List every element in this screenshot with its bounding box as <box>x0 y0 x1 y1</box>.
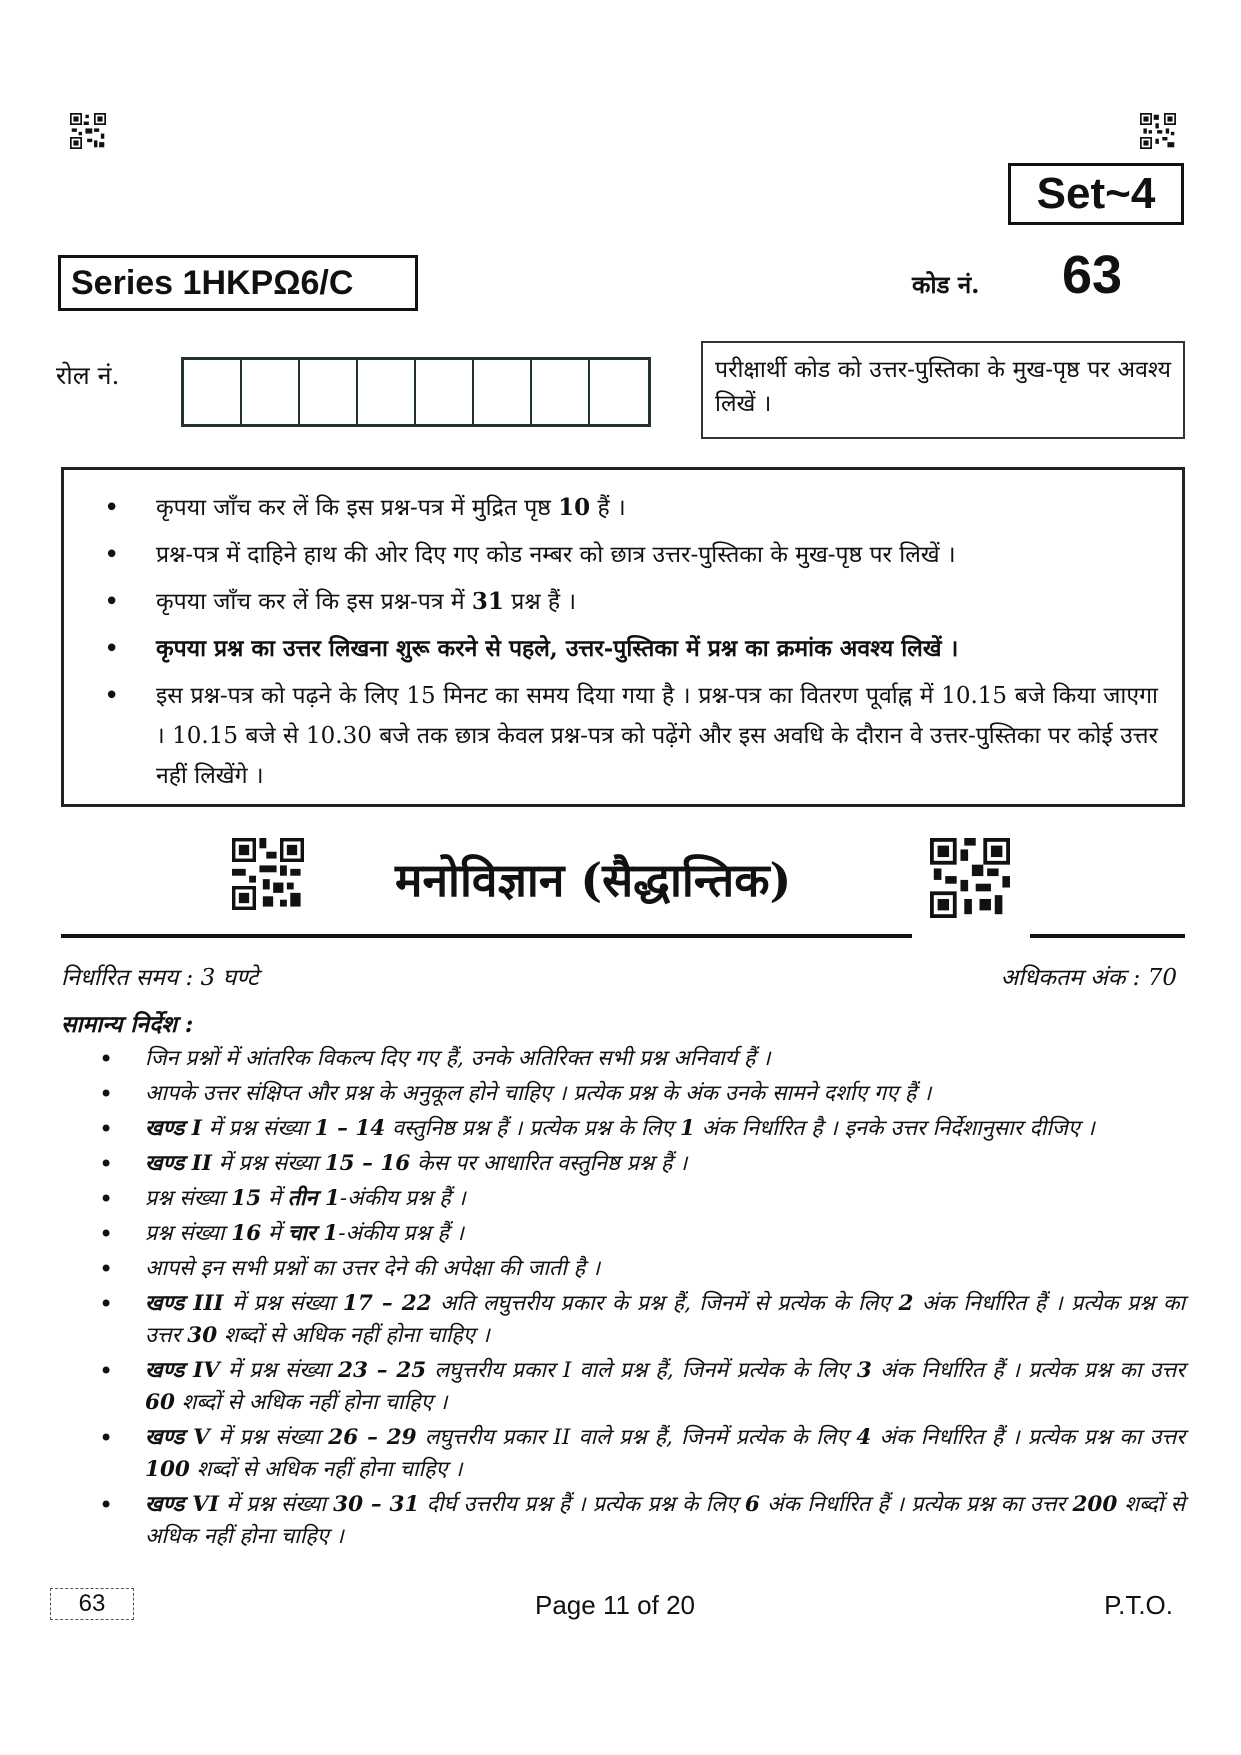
emphasis-text: 4 <box>856 1425 872 1450</box>
emphasis-text: तीन 1 <box>287 1186 340 1211</box>
roll-number-digit-box[interactable] <box>590 360 648 424</box>
general-instruction-item <box>61 1183 1185 1215</box>
instruction-text: वस्तुनिष्ठ प्रश्न हैं । प्रत्येक प्रश्न के लिए <box>385 1116 680 1141</box>
instruction-text: लघुत्तरीय प्रकार II वाले प्रश्न हैं, जिनमें प्रत्येक के लिए <box>416 1425 857 1450</box>
instruction-text: में प्रश्न संख्या <box>219 1358 339 1383</box>
general-instruction-item <box>61 1113 1185 1145</box>
instruction-text: दीर्घ उत्तरीय प्रश्न हैं । प्रत्येक प्रश्न के लिए <box>419 1492 745 1517</box>
instruction-text: शब्दों से अधिक नहीं होना चाहिए । <box>217 1323 490 1348</box>
instructions-box <box>61 467 1185 807</box>
bullet-icon: • <box>104 681 120 711</box>
instruction-text: प्रश्न संख्या <box>145 1186 232 1211</box>
qr-code-icon <box>70 113 106 149</box>
emphasis-text: 6 <box>744 1492 760 1517</box>
instruction-text: शब्दों से अधिक नहीं होना चाहिए । <box>145 1492 1186 1549</box>
instruction-text: अंक निर्धारित हैं । प्रत्येक प्रश्न का उत्तर <box>759 1492 1073 1517</box>
instruction-item <box>104 488 1158 528</box>
instruction-text: शब्दों से अधिक नहीं होना चाहिए । <box>174 1390 448 1415</box>
emphasis-text: खण्ड II <box>145 1151 212 1176</box>
instruction-text: लघुत्तरीय प्रकार I वाले प्रश्न हैं, जिनमें प्रत्येक के लिए <box>426 1358 857 1383</box>
instruction-text: अंक निर्धारित हैं । प्रत्येक प्रश्न का उत्तर <box>145 1291 1186 1348</box>
emphasis-text: खण्ड III <box>145 1291 224 1316</box>
instruction-text: में प्रश्न संख्या <box>211 1151 325 1176</box>
bullet-icon: • <box>99 1150 114 1178</box>
bullet-icon: • <box>99 1255 114 1283</box>
qr-code-icon <box>1140 113 1176 149</box>
roll-number-digit-box[interactable] <box>184 360 242 424</box>
maximum-marks: अधिकतम अंक : 70 <box>1000 965 1177 991</box>
code-value: 63 <box>1062 245 1123 305</box>
time-allowed: निर्धारित समय : 3 घण्टे <box>61 965 259 991</box>
emphasis-text: 17 – 22 <box>342 1291 432 1316</box>
emphasis-text: खण्ड I <box>145 1116 202 1141</box>
bullet-icon: • <box>99 1045 114 1073</box>
emphasis-text: 10 <box>558 494 591 521</box>
emphasis-text: खण्ड VI <box>145 1492 219 1517</box>
subject-title: मनोविज्ञान (सैद्धान्तिक) <box>395 853 792 907</box>
emphasis-text: 3 <box>856 1358 872 1383</box>
pto-label: P.T.O. <box>1104 1590 1173 1620</box>
emphasis-text: खण्ड V <box>145 1425 210 1450</box>
emphasis-text: 31 <box>471 588 504 615</box>
page-number: Page 11 of 20 <box>535 1590 695 1620</box>
general-instruction-item <box>61 1043 1185 1075</box>
instruction-text: में <box>261 1186 288 1211</box>
general-instruction-item <box>61 1422 1185 1486</box>
bullet-icon: • <box>99 1357 114 1385</box>
instruction-text: प्रश्न-पत्र में दाहिने हाथ की ओर दिए गए कोड नम्बर को छात्र उत्तर-पुस्तिका के मुख-पृष्ठ पर लिखें । <box>156 542 956 568</box>
instruction-text: में प्रश्न संख्या <box>209 1425 329 1450</box>
instruction-text: कृपया जाँच कर लें कि इस प्रश्न-पत्र में <box>156 589 472 615</box>
set-label: Set~4 <box>1008 163 1184 225</box>
instruction-text: हैं । <box>590 495 626 521</box>
candidate-note: परीक्षार्थी कोड को उत्तर-पुस्तिका के मुख-पृष्ठ पर अवश्य लिखें । <box>701 341 1185 439</box>
instruction-text: में <box>261 1221 288 1246</box>
emphasis-text: कृपया प्रश्न का उत्तर लिखना शुरू करने से पहले, उत्तर-पुस्तिका में प्रश्न का क्रमांक अवश्य लिखें । <box>156 635 959 662</box>
qr-code-icon <box>232 838 304 910</box>
emphasis-text: 100 <box>145 1457 190 1482</box>
general-instruction-item <box>61 1218 1185 1250</box>
emphasis-text: 26 – 29 <box>328 1425 417 1450</box>
instruction-text: कृपया जाँच कर लें कि इस प्रश्न-पत्र में मुद्रित पृष्ठ <box>156 495 559 521</box>
instruction-text: प्रश्न हैं । <box>503 589 577 615</box>
series-label: Series 1HKPΩ6/C <box>58 255 418 311</box>
instruction-text: इस प्रश्न-पत्र को पढ़ने के लिए 15 मिनट का समय दिया गया है । प्रश्न-पत्र का वितरण पूर्वाह्न में 10.15 बजे किया जाएगा । 10.15 बजे से 10.30 बजे तक छात्र केवल प्रश्न-पत्र को पढ़ेंगे और इस अवधि के दौरान वे उत्तर-पुस्तिका पर कोई उत्तर नहीं लिखेंगे । <box>156 683 1158 789</box>
roll-number-digit-box[interactable] <box>300 360 358 424</box>
emphasis-text: 200 <box>1072 1492 1118 1517</box>
emphasis-text: चार 1 <box>287 1221 339 1246</box>
bullet-icon: • <box>104 587 120 617</box>
general-instruction-item <box>61 1288 1185 1352</box>
instruction-text: आपसे इन सभी प्रश्नों का उत्तर देने की अपेक्षा की जाती है । <box>145 1256 600 1281</box>
instruction-item <box>104 535 1158 575</box>
instruction-text: आपके उत्तर संक्षिप्त और प्रश्न के अनुकूल होने चाहिए । प्रत्येक प्रश्न के अंक उनके सामने दर्शाए गए हैं । <box>145 1081 932 1106</box>
bullet-icon: • <box>104 493 120 523</box>
bullet-icon: • <box>104 634 120 664</box>
instruction-text: अंक निर्धारित हैं । प्रत्येक प्रश्न का उत्तर <box>871 1425 1186 1450</box>
general-instruction-item <box>61 1148 1185 1180</box>
bullet-icon: • <box>104 540 120 570</box>
instruction-text: -अंकीय प्रश्न हैं । <box>338 1221 464 1246</box>
roll-number-boxes <box>181 357 651 427</box>
instruction-text: में प्रश्न संख्या <box>223 1291 343 1316</box>
instruction-text: अंक निर्धारित है । इनके उत्तर निर्देशानुसार दीजिए । <box>694 1116 1095 1141</box>
instruction-item <box>104 582 1158 622</box>
title-underline-gap <box>912 932 1030 940</box>
general-instructions-heading: सामान्य निर्देश : <box>61 1011 194 1038</box>
instruction-text: -अंकीय प्रश्न हैं । <box>339 1186 466 1211</box>
code-label: कोड नं. <box>912 270 980 299</box>
emphasis-text: 2 <box>898 1291 914 1316</box>
emphasis-text: 60 <box>145 1390 175 1415</box>
bullet-icon: • <box>99 1290 114 1318</box>
general-instruction-item <box>61 1253 1185 1285</box>
bullet-icon: • <box>99 1424 114 1452</box>
instruction-text: प्रश्न संख्या <box>145 1221 232 1246</box>
roll-number-digit-box[interactable] <box>358 360 416 424</box>
general-instruction-item <box>61 1489 1185 1553</box>
roll-number-digit-box[interactable] <box>474 360 532 424</box>
instruction-text: जिन प्रश्नों में आंतरिक विकल्प दिए गए हैं, उनके अतिरिक्त सभी प्रश्न अनिवार्य हैं । <box>145 1046 771 1071</box>
emphasis-text: 1 – 14 <box>314 1116 386 1141</box>
emphasis-text: 15 – 16 <box>324 1151 411 1176</box>
instruction-text: शब्दों से अधिक नहीं होना चाहिए । <box>189 1457 463 1482</box>
instructions-list <box>104 488 1158 796</box>
general-instructions-list <box>61 1043 1185 1556</box>
emphasis-text: 16 <box>231 1221 262 1246</box>
bullet-icon: • <box>99 1080 114 1108</box>
instruction-text: अति लघुत्तरीय प्रकार के प्रश्न हैं, जिनमें से प्रत्येक के लिए <box>431 1291 899 1316</box>
bullet-icon: • <box>99 1185 114 1213</box>
roll-number-digit-box[interactable] <box>242 360 300 424</box>
emphasis-text: 30 – 31 <box>333 1492 420 1517</box>
general-instruction-item <box>61 1078 1185 1110</box>
bullet-icon: • <box>99 1491 114 1519</box>
bullet-icon: • <box>99 1220 114 1248</box>
emphasis-text: 23 – 25 <box>338 1358 427 1383</box>
emphasis-text: 15 <box>231 1186 262 1211</box>
footer-code: 63 <box>50 1588 134 1620</box>
roll-number-label: रोल नं. <box>56 361 120 390</box>
instruction-item <box>104 676 1158 796</box>
instruction-text: में प्रश्न संख्या <box>218 1492 334 1517</box>
instruction-item <box>104 629 1158 669</box>
emphasis-text: 1 <box>679 1116 695 1141</box>
bullet-icon: • <box>99 1115 114 1143</box>
emphasis-text: 30 <box>187 1323 218 1348</box>
roll-number-digit-box[interactable] <box>416 360 474 424</box>
qr-code-icon <box>930 838 1010 918</box>
emphasis-text: खण्ड IV <box>145 1358 220 1383</box>
instruction-text: अंक निर्धारित हैं । प्रत्येक प्रश्न का उत्तर <box>871 1358 1186 1383</box>
roll-number-digit-box[interactable] <box>532 360 590 424</box>
instruction-text: में प्रश्न संख्या <box>201 1116 315 1141</box>
instruction-text: केस पर आधारित वस्तुनिष्ठ प्रश्न हैं । <box>410 1151 688 1176</box>
general-instruction-item <box>61 1355 1185 1419</box>
